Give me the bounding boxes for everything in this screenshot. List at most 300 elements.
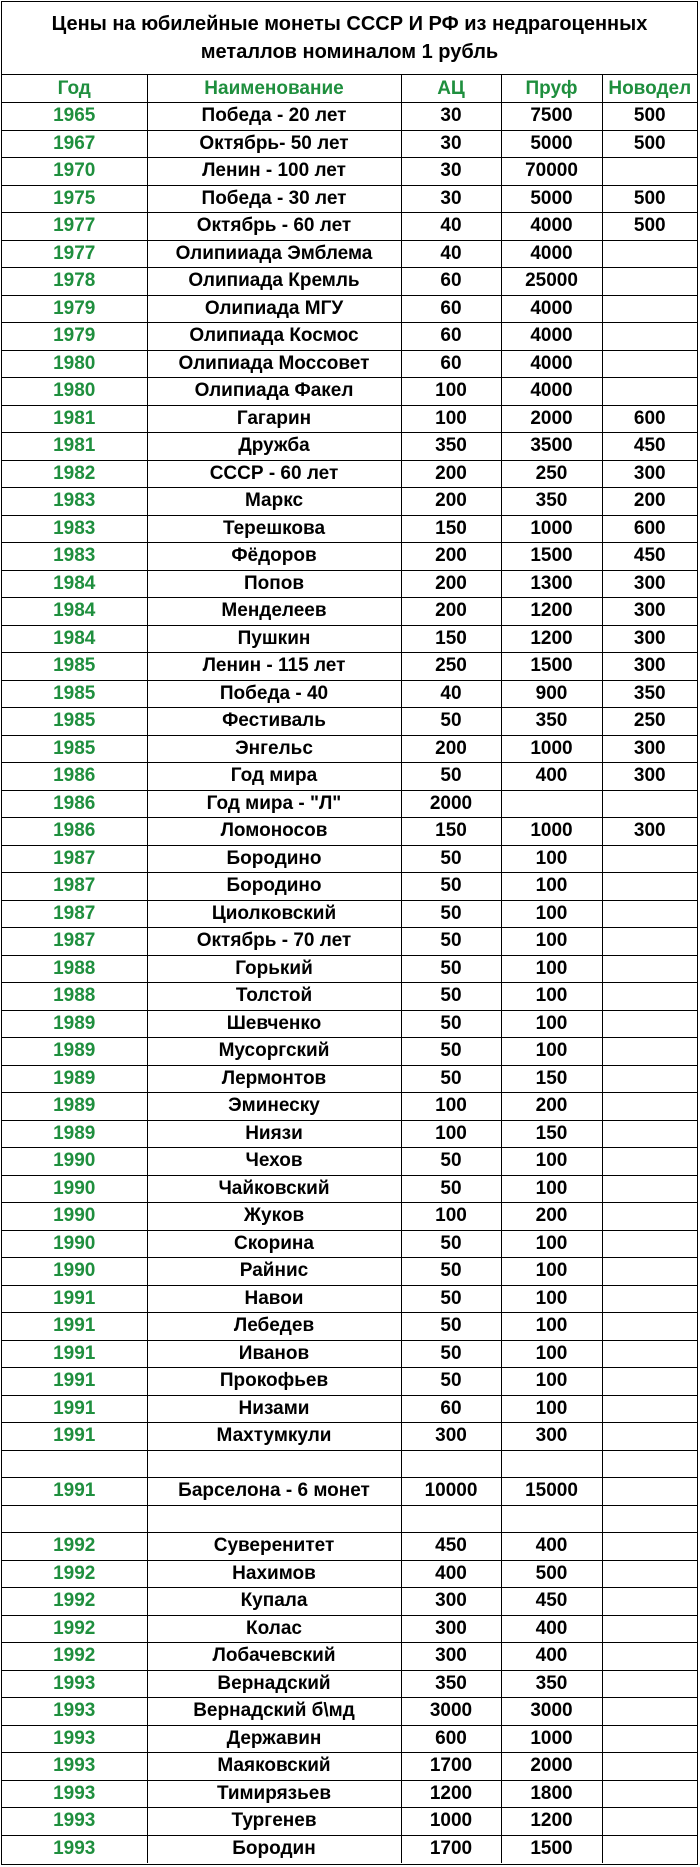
name-cell: Низами [147,1395,401,1423]
ac-price-cell: 50 [401,1148,501,1176]
proof-price-cell: 100 [501,1340,602,1368]
year-cell: 1991 [2,1340,147,1368]
proof-price-cell: 3000 [501,1698,602,1726]
proof-price-cell: 500 [501,1560,602,1588]
header-novodel: Новодел [602,75,697,103]
table-row [2,790,697,818]
table-row [2,1175,697,1203]
novodel-price-cell [602,1780,697,1808]
year-cell: 1992 [2,1588,147,1616]
ac-price-cell: 200 [401,460,501,488]
year-cell: 1991 [2,1395,147,1423]
novodel-price-cell: 500 [602,213,697,241]
year-cell: 1977 [2,213,147,241]
year-cell: 1992 [2,1615,147,1643]
name-cell: Толстой [147,983,401,1011]
proof-price-cell: 100 [501,1258,602,1286]
proof-price-cell: 250 [501,460,602,488]
proof-price-cell: 100 [501,1175,602,1203]
name-cell: Вернадский [147,1670,401,1698]
table-row [2,1395,697,1423]
name-cell: Купала [147,1588,401,1616]
ac-price-cell: 150 [401,515,501,543]
novodel-price-cell [602,1450,697,1478]
table-row [2,818,697,846]
header-name: Наименование [147,75,401,103]
novodel-price-cell: 300 [602,598,697,626]
novodel-price-cell [602,900,697,928]
novodel-price-cell: 300 [602,818,697,846]
novodel-price-cell [602,928,697,956]
year-cell: 1988 [2,955,147,983]
name-cell: Маркс [147,488,401,516]
proof-price-cell: 100 [501,1010,602,1038]
table-row [2,1835,697,1863]
ac-price-cell: 30 [401,158,501,186]
header-year: Год [2,75,147,103]
name-cell: Попов [147,570,401,598]
name-cell: Циолковский [147,900,401,928]
name-cell: Иванов [147,1340,401,1368]
novodel-price-cell [602,1120,697,1148]
proof-price-cell: 4000 [501,240,602,268]
proof-price-cell: 25000 [501,268,602,296]
novodel-price-cell: 350 [602,680,697,708]
novodel-price-cell: 450 [602,543,697,571]
year-cell: 1993 [2,1725,147,1753]
ac-price-cell: 50 [401,1313,501,1341]
year-cell: 1970 [2,158,147,186]
table-row [2,1010,697,1038]
table-row [2,543,697,571]
year-cell: 1987 [2,873,147,901]
novodel-price-cell [602,1313,697,1341]
name-cell [147,1505,401,1533]
proof-price-cell: 900 [501,680,602,708]
proof-price-cell: 1000 [501,1725,602,1753]
ac-price-cell: 50 [401,1285,501,1313]
ac-price-cell: 100 [401,378,501,406]
novodel-price-cell: 200 [602,488,697,516]
ac-price-cell: 150 [401,625,501,653]
proof-price-cell: 100 [501,1038,602,1066]
ac-price-cell: 50 [401,1175,501,1203]
table-row [2,873,697,901]
name-cell: Чайковский [147,1175,401,1203]
proof-price-cell: 7500 [501,103,602,131]
year-cell: 1993 [2,1753,147,1781]
novodel-price-cell: 300 [602,653,697,681]
name-cell: Колас [147,1615,401,1643]
table-row [2,735,697,763]
novodel-price-cell [602,1203,697,1231]
year-cell: 1985 [2,653,147,681]
novodel-price-cell: 500 [602,185,697,213]
proof-price-cell: 2000 [501,405,602,433]
novodel-price-cell: 300 [602,570,697,598]
name-cell: Фёдоров [147,543,401,571]
ac-price-cell: 450 [401,1533,501,1561]
novodel-price-cell [602,1010,697,1038]
name-cell: Махтумкули [147,1423,401,1451]
novodel-price-cell: 300 [602,460,697,488]
proof-price-cell: 100 [501,1368,602,1396]
year-cell: 1983 [2,515,147,543]
ac-price-cell: 50 [401,708,501,736]
ac-price-cell: 50 [401,845,501,873]
year-cell: 1983 [2,488,147,516]
ac-price-cell: 50 [401,983,501,1011]
name-cell: Бородин [147,1835,401,1863]
table-row [2,1230,697,1258]
table-row [2,158,697,186]
table-row [2,405,697,433]
proof-price-cell: 100 [501,845,602,873]
ac-price-cell: 2000 [401,790,501,818]
table-row [2,323,697,351]
ac-price-cell: 50 [401,1038,501,1066]
ac-price-cell: 100 [401,1120,501,1148]
proof-price-cell: 1500 [501,1835,602,1863]
table-row [2,268,697,296]
proof-price-cell: 4000 [501,213,602,241]
year-cell: 1977 [2,240,147,268]
name-cell: Ниязи [147,1120,401,1148]
novodel-price-cell [602,845,697,873]
table-row [2,1450,697,1478]
ac-price-cell: 600 [401,1725,501,1753]
year-cell: 1993 [2,1808,147,1836]
proof-price-cell: 150 [501,1065,602,1093]
novodel-price-cell [602,158,697,186]
novodel-price-cell [602,1725,697,1753]
name-cell: Октябрь- 50 лет [147,130,401,158]
year-cell: 1979 [2,323,147,351]
name-cell: Бородино [147,873,401,901]
ac-price-cell: 200 [401,543,501,571]
proof-price-cell: 1200 [501,598,602,626]
proof-price-cell: 350 [501,1670,602,1698]
name-cell: Олипиада МГУ [147,295,401,323]
table-row [2,570,697,598]
table-row [2,598,697,626]
name-cell: Тимирязьев [147,1780,401,1808]
name-cell: Маяковский [147,1753,401,1781]
name-cell: Октябрь - 60 лет [147,213,401,241]
table-row [2,1340,697,1368]
table-row [2,1203,697,1231]
name-cell: Мусоргский [147,1038,401,1066]
year-cell: 1989 [2,1010,147,1038]
table-row [2,240,697,268]
ac-price-cell: 1700 [401,1753,501,1781]
table-row [2,515,697,543]
proof-price-cell: 4000 [501,350,602,378]
novodel-price-cell [602,1615,697,1643]
proof-price-cell: 1300 [501,570,602,598]
ac-price-cell: 1000 [401,1808,501,1836]
name-cell: Дружба [147,433,401,461]
novodel-price-cell [602,1285,697,1313]
price-sheet [1,1,698,1865]
novodel-price-cell [602,983,697,1011]
proof-price-cell: 3500 [501,433,602,461]
name-cell: Жуков [147,1203,401,1231]
novodel-price-cell: 250 [602,708,697,736]
novodel-price-cell [602,295,697,323]
year-cell: 1983 [2,543,147,571]
proof-price-cell: 4000 [501,323,602,351]
table-row [2,1615,697,1643]
year-cell: 1988 [2,983,147,1011]
year-cell: 1987 [2,900,147,928]
name-cell: Гагарин [147,405,401,433]
novodel-price-cell [602,1588,697,1616]
table-row [2,1670,697,1698]
table-row [2,185,697,213]
name-cell: Октябрь - 70 лет [147,928,401,956]
proof-price-cell: 100 [501,900,602,928]
table-row [2,1560,697,1588]
year-cell: 1990 [2,1258,147,1286]
ac-price-cell: 50 [401,955,501,983]
table-row [2,1505,697,1533]
year-cell [2,1505,147,1533]
name-cell: Нахимов [147,1560,401,1588]
table-row [2,680,697,708]
name-cell: Бородино [147,845,401,873]
proof-price-cell: 400 [501,1615,602,1643]
novodel-price-cell [602,1065,697,1093]
table-row [2,928,697,956]
name-cell: Победа - 30 лет [147,185,401,213]
proof-price-cell: 15000 [501,1478,602,1506]
year-cell: 1984 [2,625,147,653]
year-cell: 1990 [2,1148,147,1176]
name-cell: Олипиада Космос [147,323,401,351]
year-cell: 1991 [2,1313,147,1341]
year-cell: 1985 [2,680,147,708]
proof-price-cell: 100 [501,1285,602,1313]
novodel-price-cell [602,1340,697,1368]
novodel-price-cell [602,1753,697,1781]
table-row [2,845,697,873]
ac-price-cell [401,1505,501,1533]
novodel-price-cell [602,240,697,268]
novodel-price-cell [602,1230,697,1258]
proof-price-cell: 4000 [501,295,602,323]
ac-price-cell: 1200 [401,1780,501,1808]
novodel-price-cell: 300 [602,625,697,653]
novodel-price-cell: 450 [602,433,697,461]
year-cell: 1986 [2,790,147,818]
year-cell: 1965 [2,103,147,131]
ac-price-cell: 50 [401,1010,501,1038]
ac-price-cell: 300 [401,1588,501,1616]
name-cell: Олипиада Факел [147,378,401,406]
table-row [2,900,697,928]
ac-price-cell: 40 [401,240,501,268]
proof-price-cell: 1200 [501,625,602,653]
year-cell: 1986 [2,763,147,791]
table-row [2,1285,697,1313]
proof-price-cell: 100 [501,983,602,1011]
header-ac: АЦ [401,75,501,103]
year-cell: 1987 [2,928,147,956]
name-cell: Терешкова [147,515,401,543]
novodel-price-cell [602,1670,697,1698]
ac-price-cell: 50 [401,928,501,956]
name-cell: Тургенев [147,1808,401,1836]
year-cell: 1991 [2,1478,147,1506]
proof-price-cell: 1000 [501,515,602,543]
novodel-price-cell [602,1698,697,1726]
year-cell: 1980 [2,350,147,378]
ac-price-cell: 30 [401,103,501,131]
ac-price-cell: 200 [401,735,501,763]
table-row [2,103,697,131]
name-cell: Менделеев [147,598,401,626]
proof-price-cell: 100 [501,1148,602,1176]
year-cell: 1967 [2,130,147,158]
table-row [2,1725,697,1753]
ac-price-cell: 350 [401,1670,501,1698]
table-row [2,653,697,681]
table-row [2,1258,697,1286]
proof-price-cell: 400 [501,1643,602,1671]
proof-price-cell: 1500 [501,543,602,571]
name-cell: Державин [147,1725,401,1753]
name-cell: Вернадский б\мд [147,1698,401,1726]
table-row [2,1368,697,1396]
table-row [2,763,697,791]
table-row [2,708,697,736]
name-cell: Горький [147,955,401,983]
novodel-price-cell [602,1093,697,1121]
name-cell: Чехов [147,1148,401,1176]
table-row [2,1038,697,1066]
ac-price-cell: 50 [401,1340,501,1368]
year-cell: 1986 [2,818,147,846]
novodel-price-cell [602,1505,697,1533]
proof-price-cell: 1000 [501,818,602,846]
header-proof: Пруф [501,75,602,103]
proof-price-cell: 100 [501,1230,602,1258]
ac-price-cell: 50 [401,1258,501,1286]
novodel-price-cell: 300 [602,763,697,791]
year-cell: 1978 [2,268,147,296]
novodel-price-cell: 500 [602,130,697,158]
ac-price-cell: 60 [401,350,501,378]
ac-price-cell: 300 [401,1643,501,1671]
ac-price-cell: 40 [401,680,501,708]
proof-price-cell: 1200 [501,1808,602,1836]
year-cell: 1993 [2,1698,147,1726]
novodel-price-cell [602,1533,697,1561]
novodel-price-cell [602,1258,697,1286]
table-row [2,433,697,461]
year-cell: 1980 [2,378,147,406]
table-row [2,1148,697,1176]
ac-price-cell: 250 [401,653,501,681]
name-cell: Навои [147,1285,401,1313]
proof-price-cell: 100 [501,955,602,983]
proof-price-cell: 1000 [501,735,602,763]
year-cell: 1993 [2,1780,147,1808]
proof-price-cell: 400 [501,1533,602,1561]
ac-price-cell: 100 [401,1203,501,1231]
header-row [2,75,697,103]
proof-price-cell [501,1505,602,1533]
ac-price-cell: 30 [401,130,501,158]
ac-price-cell: 30 [401,185,501,213]
name-cell: Прокофьев [147,1368,401,1396]
year-cell: 1992 [2,1560,147,1588]
ac-price-cell: 350 [401,433,501,461]
year-cell: 1989 [2,1038,147,1066]
ac-price-cell: 50 [401,900,501,928]
name-cell: Райнис [147,1258,401,1286]
table-row [2,1478,697,1506]
year-cell: 1989 [2,1093,147,1121]
ac-price-cell: 60 [401,295,501,323]
name-cell: Барселона - 6 монет [147,1478,401,1506]
year-cell: 1985 [2,708,147,736]
name-cell: Шевченко [147,1010,401,1038]
novodel-price-cell [602,378,697,406]
ac-price-cell: 200 [401,570,501,598]
table-row [2,1120,697,1148]
name-cell: Олипиада Кремль [147,268,401,296]
table-row [2,488,697,516]
table-row [2,460,697,488]
coin-price-table [2,75,697,1863]
name-cell: Год мира - "Л" [147,790,401,818]
proof-price-cell: 100 [501,928,602,956]
year-cell: 1987 [2,845,147,873]
name-cell [147,1450,401,1478]
ac-price-cell: 200 [401,488,501,516]
table-row [2,1698,697,1726]
table-row [2,1423,697,1451]
table-row [2,1533,697,1561]
proof-price-cell: 400 [501,763,602,791]
novodel-price-cell: 600 [602,515,697,543]
ac-price-cell: 60 [401,323,501,351]
table-row [2,1588,697,1616]
ac-price-cell: 50 [401,1230,501,1258]
year-cell: 1993 [2,1835,147,1863]
name-cell: Ленин - 100 лет [147,158,401,186]
year-cell: 1975 [2,185,147,213]
name-cell: Победа - 40 [147,680,401,708]
proof-price-cell: 350 [501,488,602,516]
novodel-price-cell [602,955,697,983]
year-cell: 1981 [2,405,147,433]
table-row [2,213,697,241]
ac-price-cell: 40 [401,213,501,241]
year-cell: 1992 [2,1533,147,1561]
novodel-price-cell [602,790,697,818]
proof-price-cell: 70000 [501,158,602,186]
table-row [2,1808,697,1836]
year-cell: 1990 [2,1230,147,1258]
proof-price-cell: 4000 [501,378,602,406]
year-cell: 1991 [2,1368,147,1396]
year-cell: 1993 [2,1670,147,1698]
novodel-price-cell [602,873,697,901]
table-row [2,1065,697,1093]
